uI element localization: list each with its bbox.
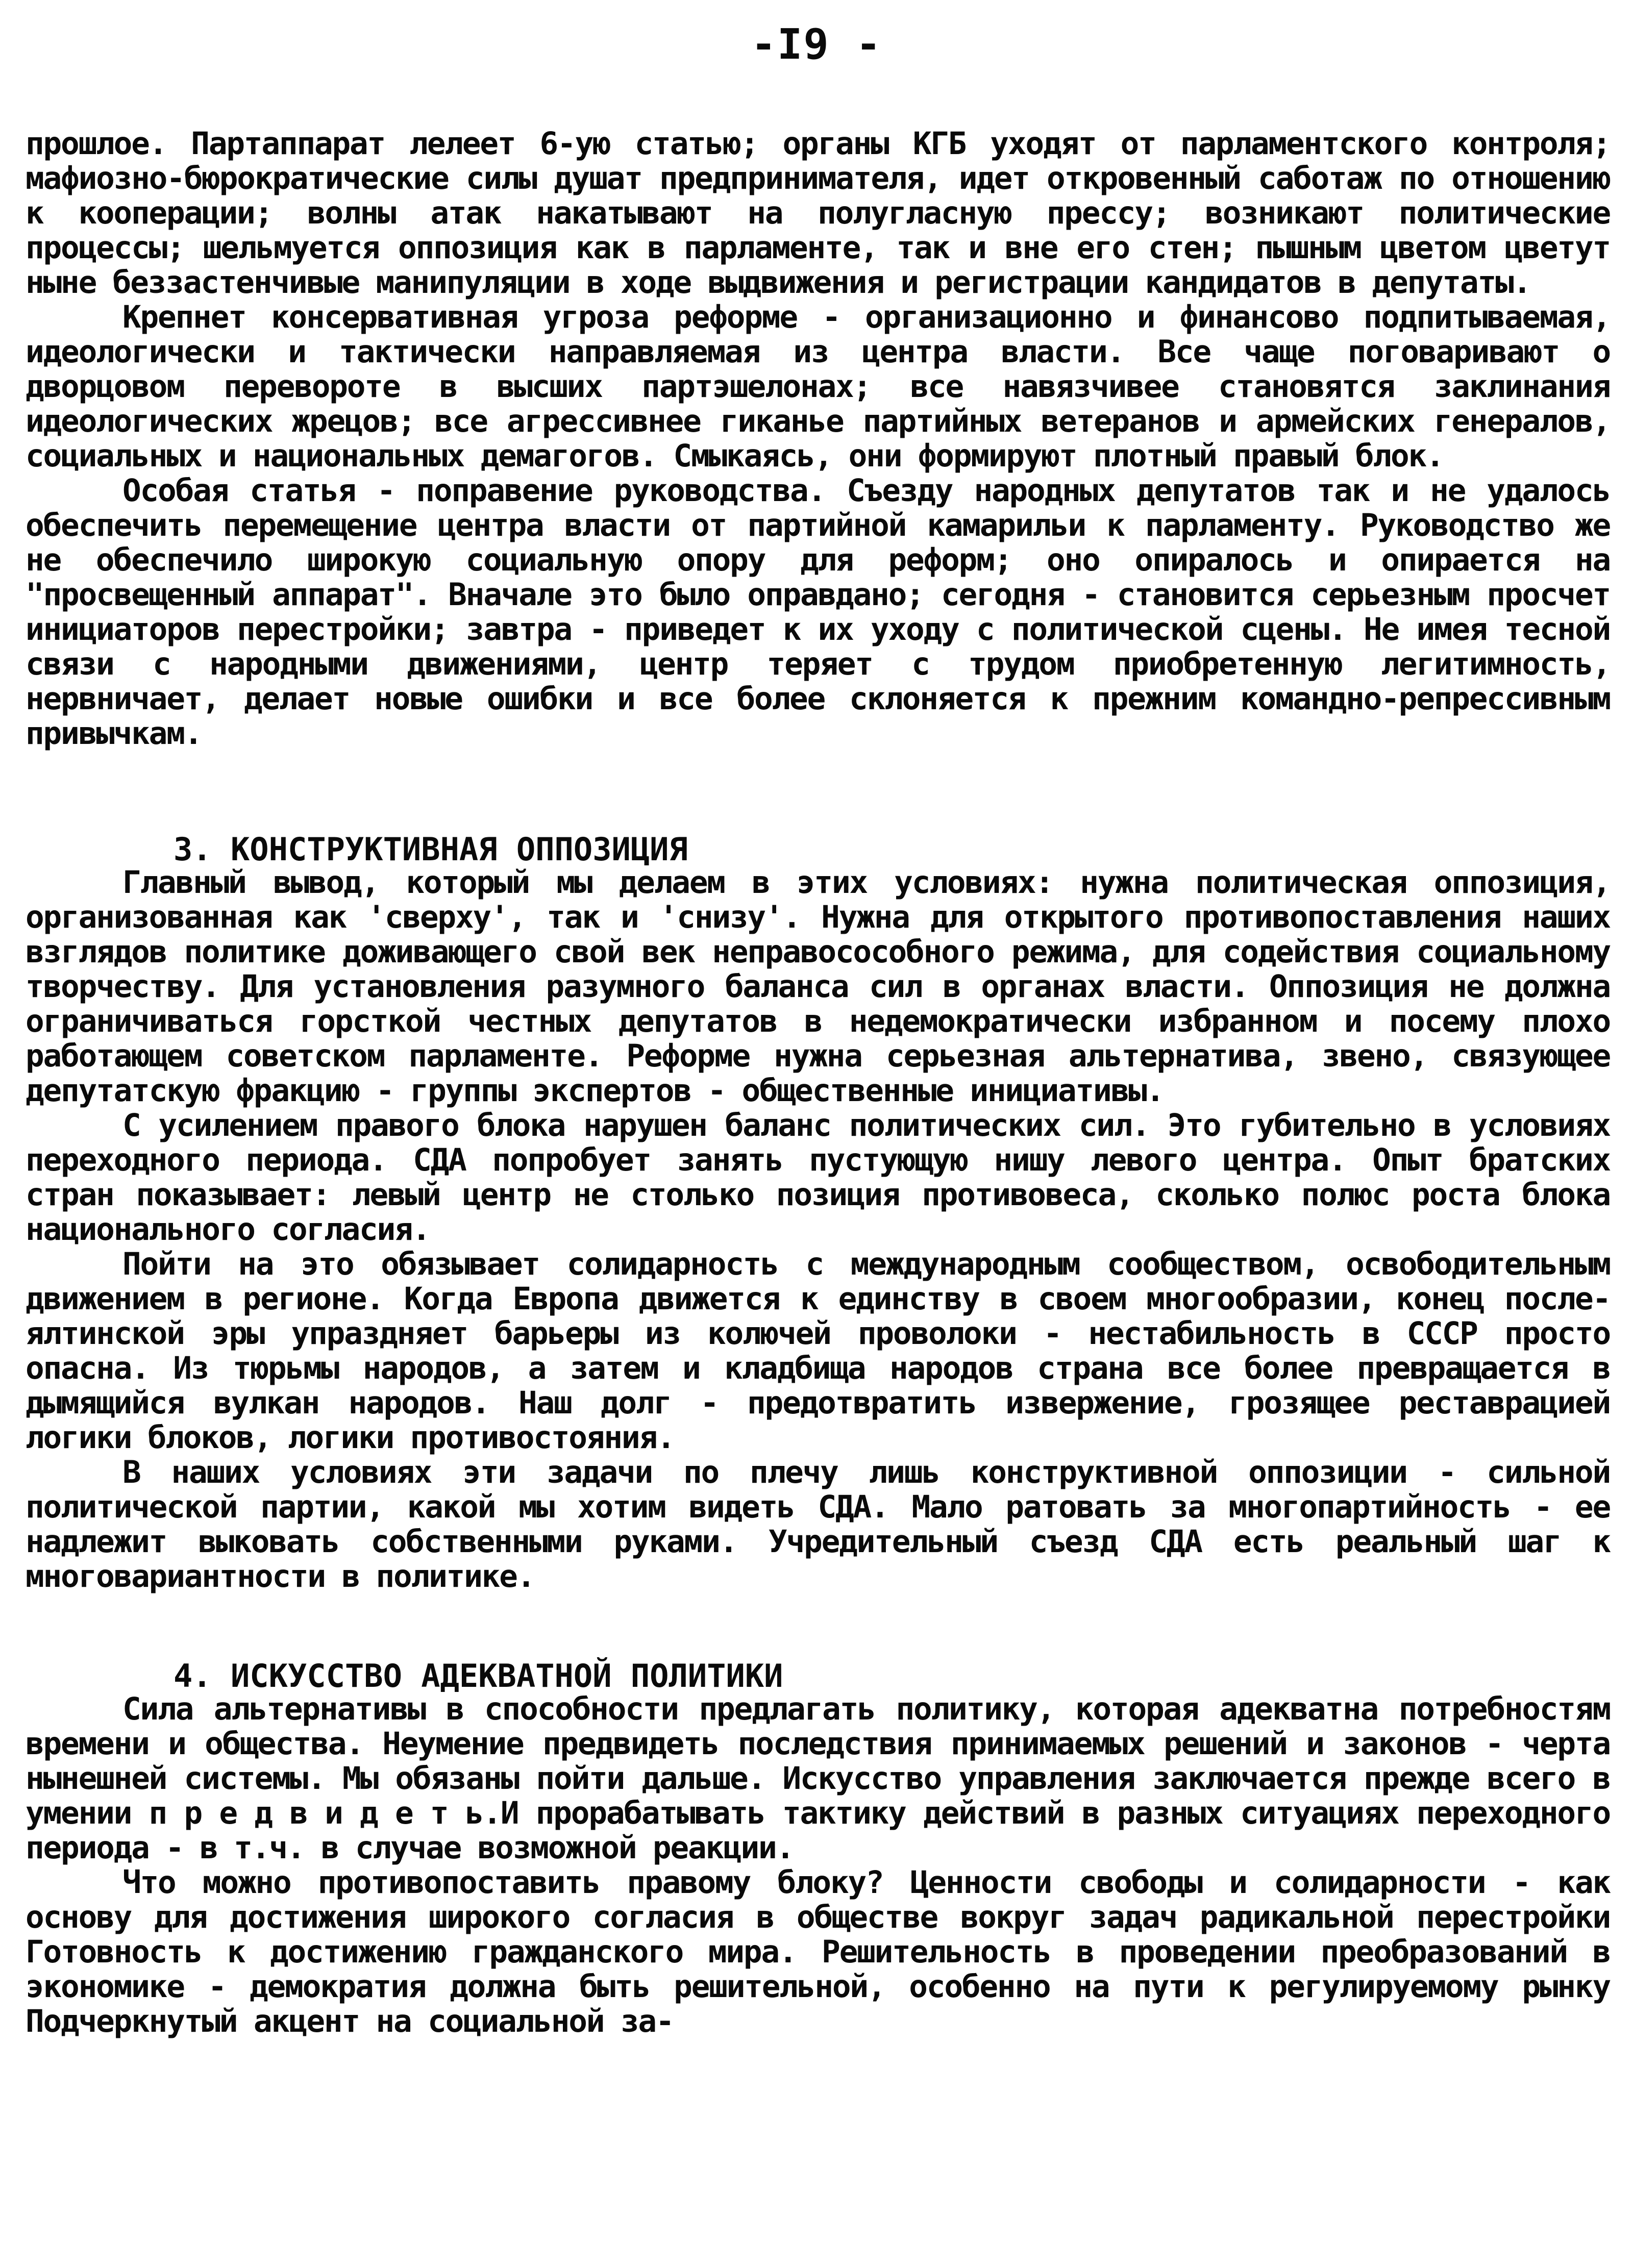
section-heading-3: 3. КОНСТРУКТИВНАЯ ОППОЗИЦИЯ [174, 831, 688, 868]
paragraph: Главный вывод, который мы делаем в этих условиях: нужна политическая оппозиция, организованная как 'сверху', так и 'снизу'. Нужна для открытого противопоставления наших взглядов политике доживающего свой век неправосособного режима, для содействия социальному творчеству. Для установления разумного баланса сил в органах власти. Оппозиция не должна ограничиваться горсткой честных депутатов в недемократически избранном и посему плохо работающем советском парламенте. Реформе нужна серьезная альтернатива, звено, связующее депутатскую фракцию - группы экспертов - общественные инициативы. [26, 864, 1610, 1109]
section-4-text [26, 1692, 1610, 2039]
paragraph: Особая статья - поправение руководства. Съезду народных депутатов так и не удалось обеспечить перемещение центра власти от партийной камарильи к парламенту. Руководство же не обеспечило широкую социальную опору для реформ; оно опиралось и опирается на "просвещенный аппарат". Вначале это было оправдано; сегодня - становится серьезным просчет инициаторов перестройки; завтра - приведет к их уходу с политической сцены. Не имея тесной связи с народными движениями, центр теряет с трудом приобретенную легитимность, нервничает, делает новые ошибки и все более склоняется к прежним командно-репрессивным привычкам. [26, 472, 1610, 752]
intro-text [26, 127, 1610, 751]
paragraph: Крепнет консервативная угроза реформе - организационно и финансово подпитываемая, идеологически и тактически направляемая из центра власти. Все чаще поговаривают о дворцовом перевороте в высших партэшелонах; все навязчивее становятся заклинания идеологических жрецов; все агрессивнее гиканье партийных ветеранов и армейских генералов, социальных и национальных демагогов. Смыкаясь, они формируют плотный правый блок. [26, 299, 1610, 474]
paragraph: Пойти на это обязывает солидарность с международным сообществом, освободительным движением в регионе. Когда Европа движется к единству в своем многообразии, конец после-ялтинской эры упраздняет барьеры из колючей проволоки - нестабильность в СССР просто опасна. Из тюрьмы народов, а затем и кладбища народов страна все более превращается в дымящийся вулкан народов. Наш долг - предотвратить извержение, грозящее реставрацией логики блоков, логики противостояния. [26, 1246, 1610, 1456]
paragraph: В наших условиях эти задачи по плечу лишь конструктивной оппозиции - сильной политической партии, какой мы хотим видеть СДА. Мало ратовать за многопартийность - ее надлежит выковать собственными руками. Учредительный съезд СДА есть реальный шаг к многовариантности в политике. [26, 1454, 1610, 1594]
paragraph: прошлое. Партаппарат лелеет 6-ую статью; органы КГБ уходят от парламентского контроля; мафиозно-бюрократические силы душат предпринимателя, идет откровенный саботаж по отношению к кооперации; волны атак накатывают на полугласную прессу; возникают политические процессы; шельмуется оппозиция как в парламенте, так и вне его стен; пышным цветом цветут ныне беззастенчивые манипуляции в ходе выдвижения и регистрации кандидатов в депутаты. [26, 126, 1610, 301]
paragraph: С усилением правого блока нарушен баланс политических сил. Это губительно в условиях переходного периода. СДА попробует занять пустующую нишу левого центра. Опыт братских стран показывает: левый центр не столько позиция противовеса, сколько полюс роста блока национального согласия. [26, 1107, 1610, 1248]
paragraph: Сила альтернативы в способности предлагать политику, которая адекватна потребностям времени и общества. Неумение предвидеть последствия принимаемых решений и законов - черта нынешней системы. Мы обязаны пойти дальше. Искусство управления заключается прежде всего в умении п р е д в и д е т ь.И прорабатывать тактику действий в разных ситуациях переходного периода - в т.ч. в случае возможной реакции. [26, 1691, 1610, 1866]
page-number: -I9 - [751, 20, 882, 69]
section-3-text [26, 865, 1610, 1594]
paragraph: Что можно противопоставить правому блоку? Ценности свободы и солидарности - как основу для достижения широкого согласия в обществе вокруг задач радикальной перестройки Готовность к достижению гражданского мира. Решительность в проведении преобразований в экономике - демократия должна быть решительной, особенно на пути к регулируемому рынку Подчеркнутый акцент на социальной за- [26, 1864, 1610, 2039]
section-heading-4: 4. ИСКУССТВО АДЕКВАТНОЙ ПОЛИТИКИ [174, 1657, 783, 1694]
